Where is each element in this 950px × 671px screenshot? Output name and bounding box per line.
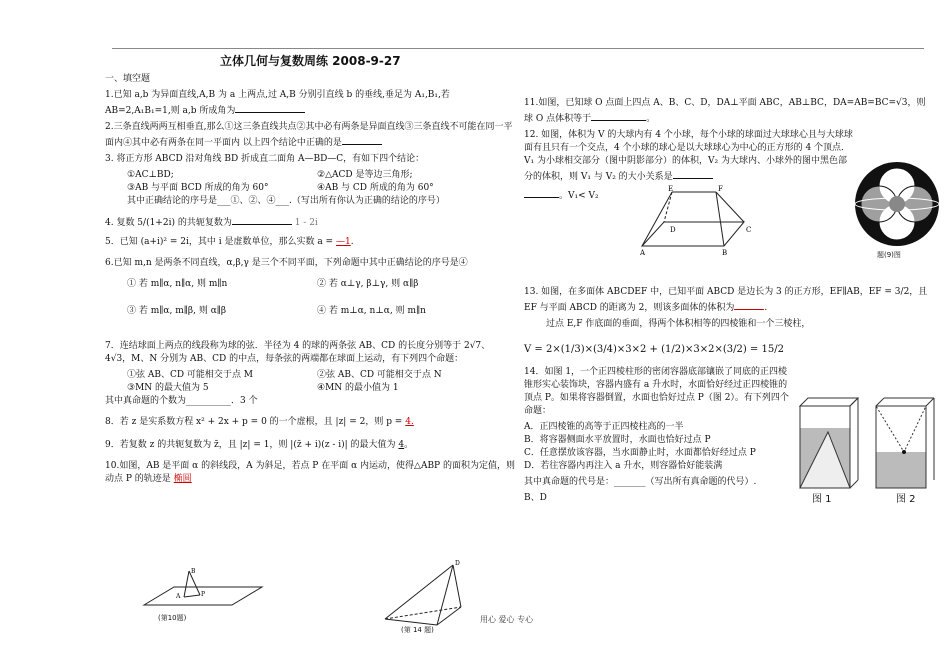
svg-text:P: P: [201, 591, 206, 598]
polyhedron-diagram: [632, 184, 762, 256]
question-5: 5．已知 (a+i)² = 2i，其中 i 是虚数单位，那么实数 a = —1.: [105, 237, 354, 247]
option: ④MN 的最小值为 1: [317, 383, 399, 393]
vertex-label: E: [668, 185, 674, 193]
figure-caption: 题(9)图: [877, 251, 901, 259]
answer: 4: [398, 440, 405, 450]
question-9: 9．若复数 z 的共轭复数为 z̄，且 |z| = 1，则 |(z̄ + i)(z - i)| 的最大值为 4。: [105, 440, 414, 450]
answer: 椭圆: [173, 474, 192, 484]
option: ②弦 AB、CD 可能相交于点 N: [317, 370, 442, 380]
option: ③MN 的最大值为 5: [127, 383, 209, 393]
option: ③ 若 m∥α, m∥β, 则 α∥β: [127, 306, 227, 316]
option: ④ 若 m⊥α, n⊥α, 则 m∥n: [317, 306, 426, 316]
question-11: 11.如图，已知球 O 点面上四点 A、B、C、D，DA⊥平面 ABC，AB⊥BC，DA=AB=BC=√3，则球 O 点体积等于 。: [524, 98, 926, 124]
question-3-tail: 其中正确结论的序号是___①、②、④___.（写出所有你认为正确的结论的序号）: [127, 196, 445, 206]
page-title: 立体几何与复数周练 2008-9-27: [220, 54, 401, 68]
question-3-options: [105, 169, 515, 195]
footer: 用心 爱心 专心: [480, 615, 534, 624]
vertex-label: A: [640, 249, 646, 256]
question-6-options: [105, 278, 515, 318]
question-7-options: [105, 369, 515, 395]
figure-14-left: [375, 555, 475, 639]
figure-caption: 图 1: [812, 494, 832, 505]
figure-caption: 图 2: [896, 494, 916, 505]
question-12: 12. 如图，体积为 V 的大球内有 4 个小球，每个小球的球面过大球球心且与大球球面有且只有一个交点，4 个小球的球心是以大球球心为中心的正方形的 4 个顶点．V₁ 为小球相交部分（图中阴影部分）的体积，V₂ 为大球内、小球外的图中黑色部分的体积，则 V₁ 与 V₂ 的大小关系是: [524, 130, 853, 182]
svg-text:A: A: [176, 593, 181, 600]
question-2: 2.三条直线两两互相垂直,那么①这三条直线共点②其中必有两条是异面直线③三条直线不可能在同一平面内④其中必有两条在同一平面内 以上四个结论中正确的是: [105, 122, 513, 148]
question-14-tail: 其中真命题的代号是：_______（写出所有真命题的代号）.: [524, 477, 757, 487]
figure-container-2: [872, 392, 938, 505]
question-13-solution-2: V = 2×(1/3)×(3/4)×3×2 + (1/2)×3×2×(3/2) = 15/2: [524, 344, 784, 355]
plane-diagram: [134, 565, 274, 623]
page-top-rule: [112, 48, 924, 49]
option: ②△ACD 是等边三角形;: [317, 170, 413, 180]
figure-caption: (第10题): [158, 614, 187, 622]
svg-text:D: D: [455, 560, 460, 567]
question-8: 8．若 z 是实系数方程 x² + 2x + p = 0 的一个虚根，且 |z| = 2，则 p = 4.: [105, 417, 414, 427]
tetra-diagram: [375, 555, 475, 635]
option: A．正四棱锥的高等于正四棱柱高的一半: [524, 422, 684, 432]
left-column: [105, 55, 515, 489]
figure-caption: (第 14 题): [401, 626, 434, 634]
option: ①弦 AB、CD 可能相交于点 M: [127, 370, 254, 380]
question-14-options: [524, 421, 794, 473]
spheres-diagram: [853, 160, 941, 248]
question-13-solution-1: 过点 E,F 作底面的垂面，得两个体积相等的四棱锥和一个三棱柱，: [546, 319, 811, 329]
option: B．将容器侧面水平放置时，水面也恰好过点 P: [524, 435, 711, 445]
question-4: 4. 复数 5/(1+2i) 的共轭复数为 1 - 2i: [105, 214, 515, 230]
container-diagram: [796, 392, 862, 492]
question-12-answer: 。V₁< V₂: [524, 187, 934, 203]
question-3: 3. 将正方形 ABCD 沿对角线 BD 折成直二面角 A—BD—C，有如下四个结论：: [105, 154, 425, 164]
option: ④AB 与 CD 所成的角为 60°: [317, 183, 434, 193]
container-diagram: [872, 392, 938, 492]
section-heading: 一、填空题: [105, 74, 151, 84]
figure-spheres: [853, 160, 941, 259]
question-13: 13. 如图，在多面体 ABCDEF 中，已知平面 ABCD 是边长为 3 的正方形，EF∥AB，EF = 3/2，且 EF 与平面 ABCD 的距离为 2，则该多面体的体积为 .: [524, 287, 928, 313]
option: C．任意摆放该容器，当水面静止时，水面都恰好经过点 P: [524, 448, 756, 458]
question-14: 14．如图 1，一个正四棱柱形的密闭容器底部镶嵌了同底的正四棱锥形实心装饰块，容器内盛有 a 升水时，水面恰好经过正四棱锥的顶点 P。如果将容器倒置，水面也恰好过点 P（图 2）。有下列四个命题：: [524, 367, 789, 416]
question-14-answer: B、D: [524, 493, 547, 503]
vertex-label: F: [718, 185, 723, 193]
question-6: 6.已知 m,n 是两条不同直线，α,β,γ 是三个不同平面，下列命题中其中正确结论的序号是④: [105, 258, 468, 268]
question-7: 7．连结球面上两点的线段称为球的弦．半径为 4 的球的两条弦 AB、CD 的长度分别等于 2√7、4√3，M、N 分别为 AB、CD 的中点，每条弦的两端都在球面上运动，有下列四个命题：: [105, 341, 491, 364]
option: D．若往容器内再注入 a 升水，则容器恰好能装满: [524, 461, 723, 471]
option: ② 若 α⊥γ, β⊥γ, 则 α∥β: [317, 279, 419, 289]
figure-10: [134, 565, 274, 627]
figure-polyhedron: [632, 184, 762, 260]
answer: —1: [335, 237, 351, 247]
option: ③AB 与平面 BCD 所成的角为 60°: [127, 183, 269, 193]
vertex-label: C: [746, 226, 752, 234]
answer: 4.: [405, 417, 414, 427]
vertex-label: D: [670, 226, 676, 234]
question-7-tail: 其中真命题的个数为__________．3 个: [105, 396, 258, 406]
question-10: 10.如图，AB 是平面 α 的斜线段，A 为斜足，若点 P 在平面 α 内运动，使得△ABP 的面积为定值，则动点 P 的轨迹是 椭圆: [105, 461, 515, 484]
option: ①AC⊥BD;: [127, 170, 174, 180]
vertex-label: B: [722, 249, 728, 256]
question-1: 1.已知 a,b 为异面直线,A,B 为 a 上两点,过 A,B 分别引直线 b 的垂线,垂足为 A₁,B₁,若AB=2,A₁B₁=1,则 a,b 所成角为: [105, 90, 450, 116]
svg-text:B: B: [191, 568, 196, 575]
figure-container-1: [796, 392, 862, 505]
option: ① 若 m∥α, n∥α, 则 m∥n: [127, 279, 228, 289]
